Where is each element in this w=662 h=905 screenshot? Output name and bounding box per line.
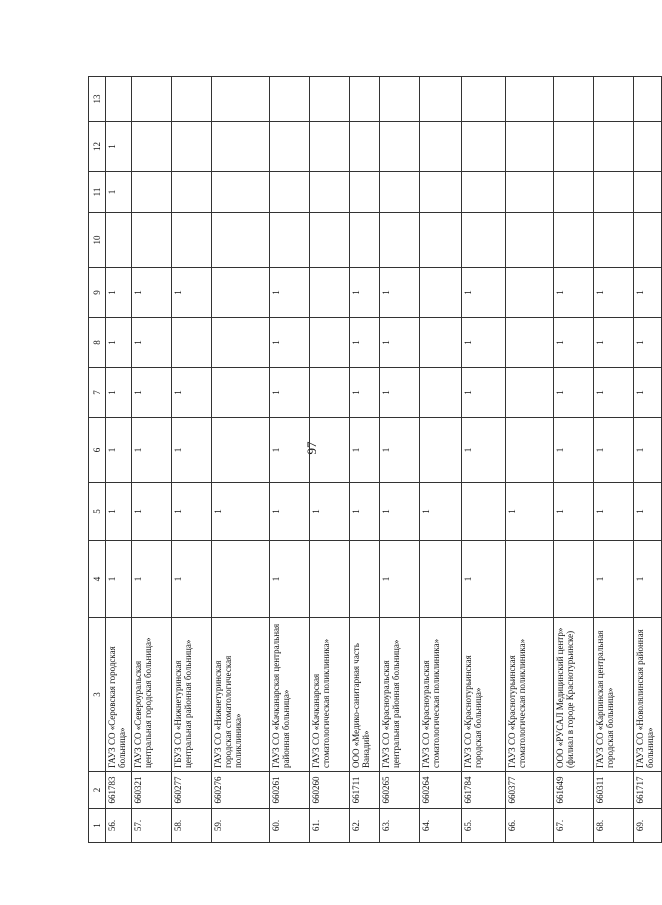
- facility-name: ГАУЗ СО «Качканарская стоматологическая поликлиника»: [310, 618, 350, 772]
- table-row: [132, 77, 172, 843]
- mark-cell: 1: [270, 268, 310, 318]
- row-number: 57.: [132, 809, 172, 843]
- mark-cell: [310, 172, 350, 213]
- mark-cell: [594, 77, 634, 122]
- mark-cell: [172, 122, 212, 172]
- row-number: 59.: [212, 809, 270, 843]
- facility-code: 660276: [212, 772, 270, 809]
- mark-cell: [554, 122, 594, 172]
- row-number: 67.: [554, 809, 594, 843]
- mark-cell: 1: [634, 268, 662, 318]
- mark-cell: 1: [350, 418, 380, 483]
- row-number: 56.: [106, 809, 132, 843]
- table-row: [420, 77, 462, 843]
- header-row: [89, 77, 106, 843]
- mark-cell: 1: [462, 541, 506, 618]
- facility-name: ГАУЗ СО «Краснотурьинская стоматологическая поликлиника»: [506, 618, 554, 772]
- mark-cell: 1: [132, 418, 172, 483]
- mark-cell: 1: [380, 318, 420, 368]
- mark-cell: [172, 77, 212, 122]
- mark-cell: 1: [106, 122, 132, 172]
- row-number: 65.: [462, 809, 506, 843]
- mark-cell: [212, 213, 270, 268]
- mark-cell: [212, 418, 270, 483]
- mark-cell: 1: [462, 418, 506, 483]
- mark-cell: 1: [380, 483, 420, 541]
- mark-cell: 1: [554, 483, 594, 541]
- mark-cell: 1: [350, 483, 380, 541]
- mark-cell: [506, 318, 554, 368]
- table-row: [106, 77, 132, 843]
- mark-cell: [106, 77, 132, 122]
- mark-cell: 1: [594, 541, 634, 618]
- mark-cell: 1: [132, 483, 172, 541]
- mark-cell: [462, 483, 506, 541]
- mark-cell: [506, 77, 554, 122]
- mark-cell: 1: [554, 318, 594, 368]
- mark-cell: [350, 77, 380, 122]
- mark-cell: [380, 172, 420, 213]
- mark-cell: [310, 77, 350, 122]
- mark-cell: 1: [634, 418, 662, 483]
- mark-cell: 1: [350, 368, 380, 418]
- mark-cell: [212, 122, 270, 172]
- mark-cell: [420, 268, 462, 318]
- facility-code: 661784: [462, 772, 506, 809]
- mark-cell: 1: [106, 172, 132, 213]
- mark-cell: 1: [270, 318, 310, 368]
- mark-cell: [350, 122, 380, 172]
- mark-cell: [212, 172, 270, 213]
- mark-cell: [634, 77, 662, 122]
- mark-cell: [506, 541, 554, 618]
- mark-cell: 1: [270, 541, 310, 618]
- mark-cell: [310, 268, 350, 318]
- mark-cell: [420, 541, 462, 618]
- facility-name: ГБУЗ СО «Нижнетуринская центральная районная больница»: [172, 618, 212, 772]
- mark-cell: 1: [172, 268, 212, 318]
- mark-cell: 1: [634, 541, 662, 618]
- mark-cell: 1: [594, 268, 634, 318]
- mark-cell: [270, 213, 310, 268]
- facility-name: ГАУЗ СО «Качканарская центральная районная больница»: [270, 618, 310, 772]
- table-row: [212, 77, 270, 843]
- table-row: [380, 77, 420, 843]
- mark-cell: [380, 77, 420, 122]
- mark-cell: 1: [270, 418, 310, 483]
- mark-cell: [420, 172, 462, 213]
- table-row: [594, 77, 634, 843]
- mark-cell: [506, 268, 554, 318]
- mark-cell: [594, 213, 634, 268]
- mark-cell: 1: [172, 541, 212, 618]
- table-row: [462, 77, 506, 843]
- facility-name: ГАУЗ СО «Новолялинская районная больница»: [634, 618, 662, 772]
- row-number: 61.: [310, 809, 350, 843]
- facility-code: 660261: [270, 772, 310, 809]
- facility-code: 660265: [380, 772, 420, 809]
- table-row: [506, 77, 554, 843]
- facility-code: 660377: [506, 772, 554, 809]
- column-header: 7: [89, 368, 106, 418]
- mark-cell: 1: [462, 318, 506, 368]
- facility-code: 661717: [634, 772, 662, 809]
- mark-cell: [172, 213, 212, 268]
- column-header: 8: [89, 318, 106, 368]
- mark-cell: [634, 213, 662, 268]
- mark-cell: [462, 122, 506, 172]
- mark-cell: 1: [462, 268, 506, 318]
- mark-cell: 1: [554, 418, 594, 483]
- mark-cell: 1: [172, 483, 212, 541]
- mark-cell: [506, 122, 554, 172]
- mark-cell: 1: [380, 268, 420, 318]
- mark-cell: [462, 213, 506, 268]
- mark-cell: [172, 318, 212, 368]
- mark-cell: 1: [212, 483, 270, 541]
- facility-name: ГАУЗ СО «Карпинская центральная городская больница»: [594, 618, 634, 772]
- table-row: [172, 77, 212, 843]
- mark-cell: [554, 541, 594, 618]
- facility-code: 660311: [594, 772, 634, 809]
- mark-cell: [506, 172, 554, 213]
- mark-cell: 1: [106, 268, 132, 318]
- table-row: [270, 77, 310, 843]
- table-row: [350, 77, 380, 843]
- mark-cell: [506, 213, 554, 268]
- row-number: 68.: [594, 809, 634, 843]
- mark-cell: 1: [132, 368, 172, 418]
- mark-cell: [462, 172, 506, 213]
- facility-code: 660277: [172, 772, 212, 809]
- facility-name: ГАУЗ СО «Красноуральская центральная районная больница»: [380, 618, 420, 772]
- mark-cell: [310, 368, 350, 418]
- mark-cell: 1: [380, 368, 420, 418]
- mark-cell: 1: [310, 483, 350, 541]
- mark-cell: [350, 172, 380, 213]
- facility-name: ООО «Медико-санитарная часть Ванадий»: [350, 618, 380, 772]
- column-header: 11: [89, 172, 106, 213]
- mark-cell: 1: [106, 318, 132, 368]
- mark-cell: 1: [172, 418, 212, 483]
- column-header: 2: [89, 772, 106, 809]
- mark-cell: [310, 318, 350, 368]
- mark-cell: 1: [132, 318, 172, 368]
- mark-cell: 1: [554, 268, 594, 318]
- row-number: 60.: [270, 809, 310, 843]
- column-header: 4: [89, 541, 106, 618]
- facility-code: 660264: [420, 772, 462, 809]
- mark-cell: [212, 77, 270, 122]
- mark-cell: [172, 172, 212, 213]
- facility-code: 661649: [554, 772, 594, 809]
- mark-cell: [634, 122, 662, 172]
- mark-cell: 1: [172, 368, 212, 418]
- mark-cell: [420, 368, 462, 418]
- mark-cell: [132, 77, 172, 122]
- mark-cell: [310, 213, 350, 268]
- mark-cell: 1: [634, 483, 662, 541]
- column-header: 10: [89, 213, 106, 268]
- row-number: 63.: [380, 809, 420, 843]
- mark-cell: 1: [380, 418, 420, 483]
- mark-cell: [506, 368, 554, 418]
- facility-code: 660321: [132, 772, 172, 809]
- mark-cell: 1: [350, 268, 380, 318]
- facility-code: 660260: [310, 772, 350, 809]
- table-container: [88, 77, 655, 843]
- mark-cell: [310, 418, 350, 483]
- table-row: [634, 77, 662, 843]
- mark-cell: [310, 122, 350, 172]
- mark-cell: [554, 77, 594, 122]
- mark-cell: [212, 268, 270, 318]
- mark-cell: [212, 541, 270, 618]
- mark-cell: [420, 122, 462, 172]
- row-number: 66.: [506, 809, 554, 843]
- mark-cell: 1: [380, 541, 420, 618]
- mark-cell: 1: [106, 418, 132, 483]
- mark-cell: 1: [270, 368, 310, 418]
- mark-cell: [420, 418, 462, 483]
- mark-cell: 1: [132, 268, 172, 318]
- mark-cell: [132, 122, 172, 172]
- column-header: 9: [89, 268, 106, 318]
- mark-cell: 1: [594, 368, 634, 418]
- facility-name: ГАУЗ СО «Нижнетуринская городская стоматологическая поликлиника»: [212, 618, 270, 772]
- row-number: 58.: [172, 809, 212, 843]
- mark-cell: 1: [350, 318, 380, 368]
- facility-code: 661711: [350, 772, 380, 809]
- mark-cell: 1: [420, 483, 462, 541]
- mark-cell: 1: [106, 541, 132, 618]
- facility-name: ГАУЗ СО «Серовская городская больница»: [106, 618, 132, 772]
- mark-cell: 1: [106, 368, 132, 418]
- mark-cell: 1: [462, 368, 506, 418]
- table-row: [310, 77, 350, 843]
- mark-cell: [350, 213, 380, 268]
- mark-cell: [634, 172, 662, 213]
- mark-cell: [380, 122, 420, 172]
- mark-cell: [212, 368, 270, 418]
- mark-cell: [594, 122, 634, 172]
- mark-cell: [212, 318, 270, 368]
- column-header: 6: [89, 418, 106, 483]
- mark-cell: 1: [270, 483, 310, 541]
- column-header: 5: [89, 483, 106, 541]
- mark-cell: [554, 172, 594, 213]
- mark-cell: [594, 172, 634, 213]
- mark-cell: 1: [506, 483, 554, 541]
- mark-cell: 1: [594, 418, 634, 483]
- mark-cell: [270, 77, 310, 122]
- mark-cell: [310, 541, 350, 618]
- column-header: 12: [89, 122, 106, 172]
- mark-cell: [506, 418, 554, 483]
- page-number: 97: [304, 441, 319, 455]
- facility-name: ГАУЗ СО «Краснотурьинская городская больница»: [462, 618, 506, 772]
- table-row: [554, 77, 594, 843]
- mark-cell: [132, 213, 172, 268]
- column-header: 13: [89, 77, 106, 122]
- mark-cell: 1: [106, 483, 132, 541]
- mark-cell: [270, 172, 310, 213]
- mark-cell: 1: [594, 318, 634, 368]
- mark-cell: 1: [634, 318, 662, 368]
- mark-cell: [270, 122, 310, 172]
- facility-name: ГАУЗ СО «Североуральская центральная городская больница»: [132, 618, 172, 772]
- mark-cell: [420, 318, 462, 368]
- column-header: 3: [89, 618, 106, 772]
- mark-cell: 1: [554, 368, 594, 418]
- facility-code: 661783: [106, 772, 132, 809]
- mark-cell: 1: [132, 541, 172, 618]
- mark-cell: [420, 213, 462, 268]
- mark-cell: 1: [594, 483, 634, 541]
- row-number: 64.: [420, 809, 462, 843]
- mark-cell: [106, 213, 132, 268]
- facility-name: ООО «РУСАЛ Медицинский центр» (филиал в городе Краснотурьинске): [554, 618, 594, 772]
- mark-cell: [420, 77, 462, 122]
- facility-table: [88, 76, 662, 843]
- mark-cell: [554, 213, 594, 268]
- mark-cell: [462, 77, 506, 122]
- column-header: 1: [89, 809, 106, 843]
- facility-name: ГАУЗ СО «Красноуральская стоматологическая поликлиника»: [420, 618, 462, 772]
- mark-cell: [350, 541, 380, 618]
- row-number: 69.: [634, 809, 662, 843]
- mark-cell: [380, 213, 420, 268]
- row-number: 62.: [350, 809, 380, 843]
- mark-cell: 1: [634, 368, 662, 418]
- mark-cell: [132, 172, 172, 213]
